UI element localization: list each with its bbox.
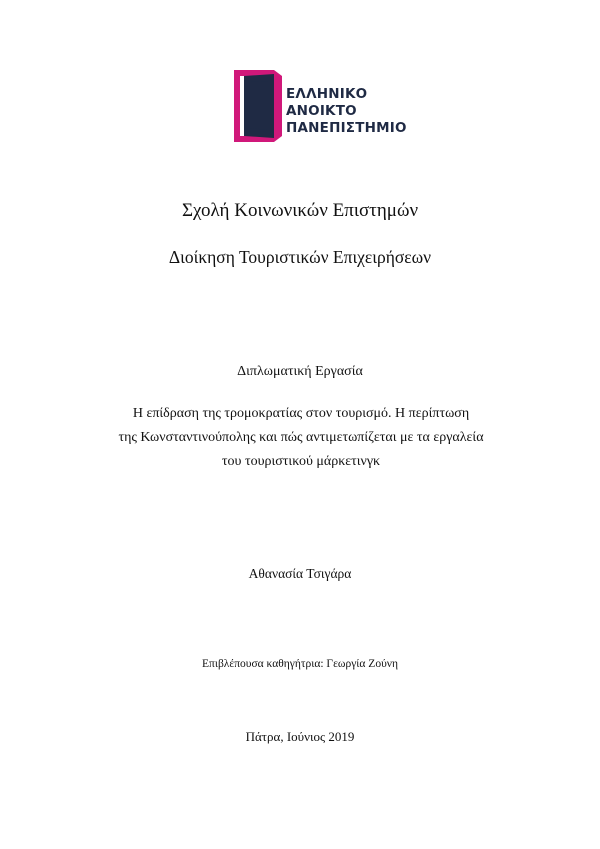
thesis-title-line-2: της Κωνσταντινούπολης και πώς αντιμετωπίζεται με τα εργαλεία: [118, 430, 484, 445]
thesis-title-line-1: Η επίδραση της τρομοκρατίας στον τουρισμό. Η περίπτωση: [132, 406, 470, 421]
logo-line-1: ΕΛΛΗΝΙΚΟ: [286, 86, 368, 102]
thesis-title-line-3: του τουριστικού μάρκετινγκ: [221, 454, 381, 469]
logo-line-3: ΠΑΝΕΠΙΣΤΗΜΙΟ: [286, 120, 407, 136]
thesis-title: [70, 402, 532, 474]
logo-wordmark: [286, 86, 407, 137]
author-name: Αθανασία Τσιγάρα: [248, 566, 352, 581]
place-date: Πάτρα, Ιούνιος 2019: [245, 729, 355, 744]
school-name: Σχολή Κοινωνικών Επιστημών: [181, 200, 419, 221]
logo-line-2: ΑΝΟΙΚΤΟ: [286, 103, 357, 119]
department-name: Διοίκηση Τουριστικών Επιχειρήσεων: [168, 247, 432, 267]
thesis-type: Διπλωματική Εργασία: [237, 364, 363, 379]
supervisor: Επιβλέπουσα καθηγήτρια: Γεωργία Ζούνη: [202, 658, 398, 670]
